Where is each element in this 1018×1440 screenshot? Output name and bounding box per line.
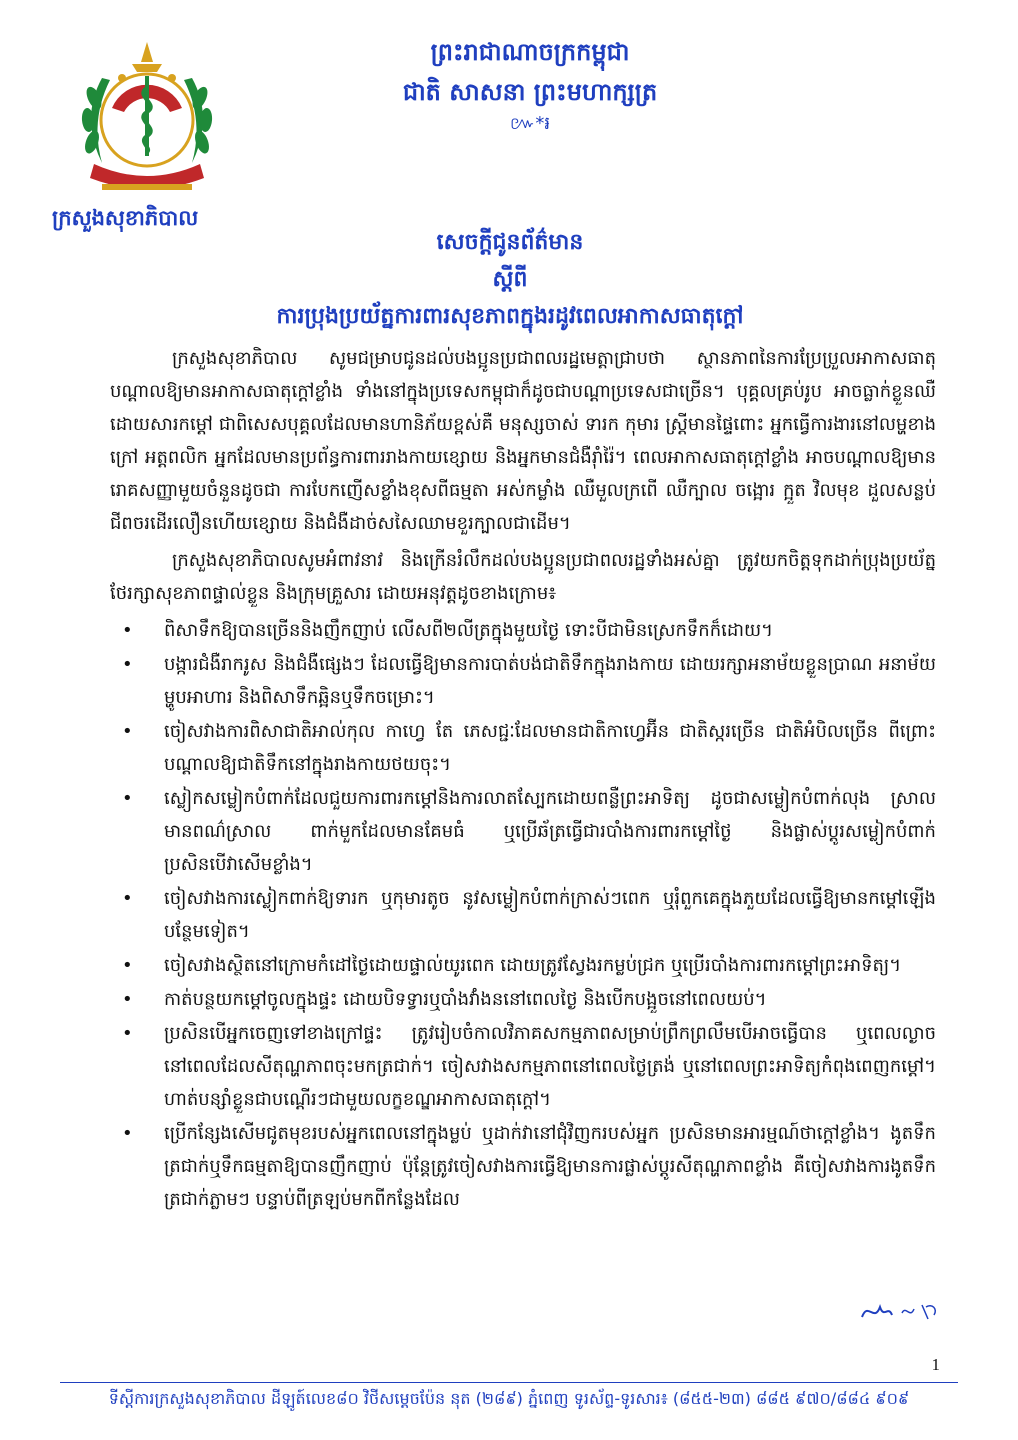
ministry-of-health-emblem-icon xyxy=(72,38,222,198)
document-title xyxy=(170,224,850,335)
national-motto: ជាតិ សាសនា ព្រះមហាក្សត្រ xyxy=(402,78,658,106)
list-item: • កាត់បន្ថយកម្ដៅចូលក្នុងផ្ទះ ដោយបិទទ្វារឬបាំងវាំងននៅពេលថ្ងៃ និងបើកបង្អួចនៅពេលយប់។ xyxy=(156,983,936,1016)
emblem-ribbon-icon xyxy=(90,164,204,190)
title-line-3: ការប្រុងប្រយ័ត្នការពារសុខភាពក្នុងរដូវពេលអាកាសធាតុក្ដៅ xyxy=(276,304,744,329)
handwritten-initials-icon xyxy=(858,1297,948,1327)
list-item: • ចៀសវាងការពិសាជាតិអាល់កុល កាហ្វេ តែ ភេសជ្ជៈដែលមានជាតិកាហ្វេអ៊ីន ជាតិស្ករច្រើន ជាតិអំបិលច្រើន ពីព្រោះបណ្ដាលឱ្យជាតិទឹកនៅក្នុងរាងកាយថយចុះ។ xyxy=(156,715,936,781)
advice-list xyxy=(110,614,936,1216)
list-item: • ចៀសវាងស្ថិតនៅក្រោមកំដៅថ្ងៃដោយផ្ទាល់យូរពេក ដោយត្រូវស្វែងរកម្លប់ជ្រក ឬប្រើរបាំងការពារកម្ដៅព្រះអាទិត្យ។ xyxy=(156,949,936,982)
bullet-icon: • xyxy=(122,721,133,742)
bullet-icon: • xyxy=(122,620,133,641)
bullet-icon: • xyxy=(122,1123,133,1144)
bullet-icon: • xyxy=(122,989,133,1010)
paragraph-appeal: ក្រសួងសុខាភិបាលសូមអំពាវនាវ និងក្រើនរំលឹកដល់បងប្អូនប្រជាពលរដ្ឋទាំងអស់គ្នា ត្រូវយកចិត្តទុកដាក់ប្រុងប្រយ័ត្នថែរក្សាសុខភាពផ្ទាល់ខ្លួន និងក្រុមគ្រួសារ ដោយអនុវត្តដូចខាងក្រោម៖ xyxy=(110,550,936,604)
title-line-1: សេចក្ដីជូនព័ត៌មាន xyxy=(436,230,584,255)
kingdom-header xyxy=(330,32,730,136)
bullet-icon: • xyxy=(122,888,133,909)
header-ornament: ៚*៛ xyxy=(509,113,551,134)
list-item: • ស្លៀកសម្លៀកបំពាក់ដែលជួយការពារកម្ដៅនិងការលាតស្បែកដោយពន្លឺព្រះអាទិត្យ ដូចជាសម្លៀកបំពាក់លុង ស្រាល មានពណ៌ស្រាល ពាក់មួកដែលមានគែមធំ ឬប្រើឆ័ត្រធ្វើជារបាំងការពារកម្ដៅថ្ងៃ និងផ្លាស់ប្ដូរសម្លៀកបំពាក់ប្រសិនបើវាសើមខ្លាំង។ xyxy=(156,782,936,881)
list-item: • ប្រសិនបើអ្នកចេញទៅខាងក្រៅផ្ទះ ត្រូវរៀបចំកាលវិភាគសកម្មភាពសម្រាប់ព្រឹកព្រលឹមបើអាចធ្វើបាន ឬពេលល្ងាចនៅពេលដែលសីតុណ្ហភាពចុះមកត្រជាក់។ ចៀសវាងសកម្មភាពនៅពេលថ្ងៃត្រង់ ឬនៅពេលព្រះអាទិត្យកំពុងពេញកម្ដៅ។ ហាត់បន្សាំខ្លួនជាបណ្ដើរៗជាមួយលក្ខខណ្ឌអាកាសធាតុក្ដៅ។ xyxy=(156,1017,936,1116)
bullet-icon: • xyxy=(122,654,133,675)
list-item: • ប្រើកន្សែងសើមជូតមុខរបស់អ្នកពេលនៅក្នុងម្លប់ ឬដាក់វានៅជុំវិញករបស់អ្នក ប្រសិនមានអារម្មណ៍ថាក្ដៅខ្លាំង។ ងូតទឹកត្រជាក់ឬទឹកធម្មតាឱ្យបានញឹកញាប់ ប៉ុន្តែត្រូវចៀសវាងការធ្វើឱ្យមានការផ្លាស់ប្ដូរសីតុណ្ហភាពខ្លាំង គឺចៀសវាងការងូតទឹកត្រជាក់ភ្លាមៗ បន្ទាប់ពីត្រឡប់មកពីកន្លែងដែល xyxy=(156,1117,936,1216)
bullet-icon: • xyxy=(122,788,133,809)
page-number: 1 xyxy=(931,1355,940,1374)
footer-address: ទីស្ដីការក្រសួងសុខាភិបាល ដីឡូត៍លេខ៨០ វិថីសម្ដេចប៉ែន នុត (២៨៩) ភ្នំពេញ ទូរស័ព្ទ-ទូរសារ៖ (៨៥៥-២៣) ៨៨៥ ៩៧០/៨៨៤ ៩០៩ xyxy=(108,1389,910,1408)
list-item: • ចៀសវាងការស្លៀកពាក់ឱ្យទារក ឬកុមារតូច នូវសម្លៀកបំពាក់ក្រាស់ៗពេក ឬរុំពួកគេក្នុងភួយដែលធ្វើឱ្យមានកម្ដៅឡើងបន្ថែមទៀត។ xyxy=(156,882,936,948)
ministry-name: ក្រសួងសុខាភិបាល xyxy=(52,206,199,230)
bullet-icon: • xyxy=(122,955,133,976)
list-item: • បង្ការជំងឺរាករូស និងជំងឺផ្សេងៗ ដែលធ្វើឱ្យមានការបាត់បង់ជាតិទឹកក្នុងរាងកាយ ដោយរក្សាអនាម័យខ្លួនប្រាណ អនាម័យម្ហូបអាហារ និងពិសាទឹកឆ្អិនឬទឹកចម្រោះ។ xyxy=(156,648,936,714)
document-body xyxy=(110,342,936,1217)
kingdom-name: ព្រះរាជាណាចក្រកម្ពុជា xyxy=(430,38,630,66)
bullet-icon: • xyxy=(122,1023,133,1044)
footer-divider xyxy=(60,1382,958,1383)
paragraph-intro: ក្រសួងសុខាភិបាល សូមជម្រាបជូនដល់បងប្អូនប្រជាពលរដ្ឋមេត្តាជ្រាបថា ស្ថានភាពនៃការប្រែប្រួលអាកាសធាតុ បណ្ដាលឱ្យមានអាកាសធាតុក្ដៅខ្លាំង ទាំងនៅក្នុងប្រទេសកម្ពុជាក៏ដូចជាបណ្ដាប្រទេសជាច្រើន។ បុគ្គលគ្រប់រូប អាចធ្លាក់ខ្លួនឈឺដោយសារកម្ដៅ ជាពិសេសបុគ្គលដែលមានហានិភ័យខ្ពស់គឺ មនុស្សចាស់ ទារក កុមារ ស្ត្រីមានផ្ទៃពោះ អ្នកធ្វើការងារនៅលម្ហខាងក្រៅ អត្តពលិក អ្នកដែលមានប្រព័ន្ធការពាររាងកាយខ្សោយ និងអ្នកមានជំងឺរ៉ាំរ៉ៃ។ ពេលអាកាសធាតុក្ដៅខ្លាំង អាចបណ្ដាលឱ្យមានរោគសញ្ញាមួយចំនួនដូចជា ការបែកញើសខ្លាំងខុសពីធម្មតា អស់កម្លាំង ឈឺមួលក្រពើ ឈឺក្បាល ចង្អោរ ក្អួត វិលមុខ ដួលសន្លប់ ជីពចរដើរលឿនហើយខ្សោយ និងជំងឺដាច់សសៃឈាមខួរក្បាលជាដើម។ xyxy=(110,348,936,534)
title-line-2: ស្ដីពី xyxy=(492,267,528,292)
list-item: • ពិសាទឹកឱ្យបានច្រើននិងញឹកញាប់ លើសពី២លីត្រក្នុងមួយថ្ងៃ ទោះបីជាមិនស្រេកទឹកក៏ដោយ។ xyxy=(156,614,936,647)
